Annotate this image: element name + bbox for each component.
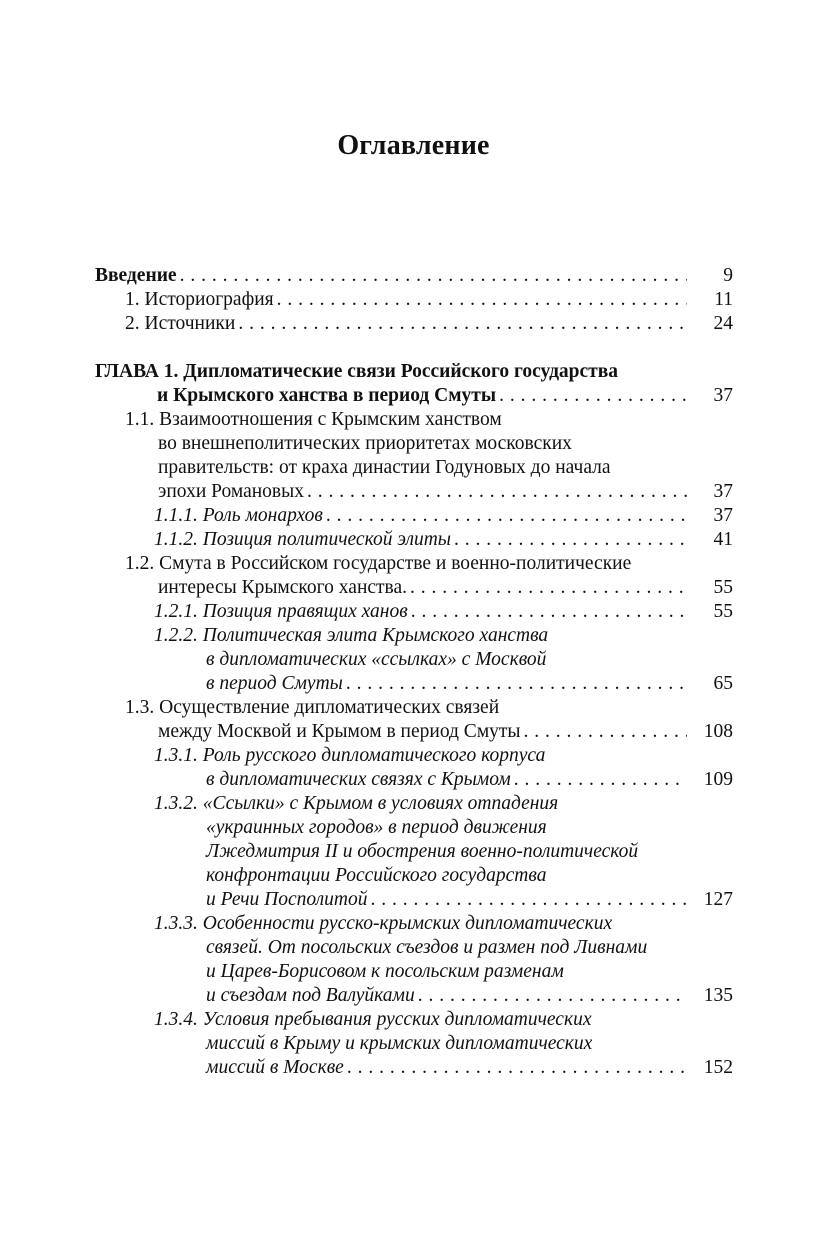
toc-entry-title-cont: эпохи Романовых [158, 481, 304, 502]
toc-entry-title-cont: правительств: от краха династии Годуновых до начала [158, 457, 611, 478]
toc-entry-title-cont: «украинных городов» в период движения [206, 817, 547, 838]
toc-entry-1-1-2 [95, 528, 733, 552]
toc-entry-1-2 [95, 552, 733, 600]
toc-entry-title-cont: во внешнеполитических приоритетах московских [158, 433, 572, 454]
toc-entry-title-cont: и съездам под Валуйками [206, 985, 415, 1006]
dot-leader [514, 768, 687, 792]
toc-entry-title-cont: интересы Крымского ханства. [158, 577, 408, 598]
toc-page-number: 152 [703, 1057, 733, 1078]
toc-entry-chapter-1 [95, 360, 733, 408]
toc-entry-title-cont: конфронтации Российского государства [206, 865, 547, 886]
toc-entry-title-cont: и Речи Посполитой [206, 889, 368, 910]
toc-entry-title: 1. Историография [125, 289, 274, 310]
dot-leader [180, 264, 687, 288]
table-of-contents [95, 264, 733, 1080]
toc-page-number: 135 [703, 985, 733, 1006]
toc-entry-title: 1.2.2. Политическая элита Крымского ханства [154, 625, 549, 646]
toc-entry-title-cont: миссий в Москве [206, 1057, 344, 1078]
toc-entry-sources [95, 312, 733, 336]
toc-page-number: 108 [703, 721, 733, 742]
toc-entry-1-3 [95, 696, 733, 744]
toc-page-number: 109 [703, 769, 733, 790]
toc-entry-title-cont: в дипломатических «ссылках» с Москвой [206, 649, 547, 670]
toc-entry-1-2-1 [95, 600, 733, 624]
toc-entry-title-cont: и Крымского ханства в период Смуты [157, 385, 497, 406]
toc-entry-title-cont: в период Смуты [206, 673, 343, 694]
toc-entry-title: 1.3.2. «Ссылки» с Крымом в условиях отпадения [154, 793, 559, 814]
toc-entry-1-1-1 [95, 504, 733, 528]
toc-page-number: 65 [713, 673, 733, 694]
dot-leader [454, 528, 687, 552]
toc-page-number: 9 [723, 265, 733, 286]
toc-entry-1-3-1 [95, 744, 733, 792]
toc-entry-title: 1.3.1. Роль русского дипломатического корпуса [154, 745, 546, 766]
toc-entry-title: 2. Источники [125, 313, 236, 334]
page-title: Оглавление [337, 130, 490, 161]
toc-entry-title: Введение [95, 265, 177, 286]
toc-entry-title: 1.1. Взаимоотношения с Крымским ханством [125, 409, 502, 430]
toc-entry-title: 1.2.1. Позиция правящих ханов [154, 601, 408, 622]
toc-entry-title-cont: миссий в Крыму и крымских дипломатических [206, 1033, 593, 1054]
toc-entry-title: 1.3. Осуществление дипломатических связей [125, 697, 500, 718]
spacer [95, 336, 733, 360]
toc-page-number: 55 [713, 601, 733, 622]
toc-entry-title-cont: в дипломатических связях с Крымом [206, 769, 511, 790]
toc-entry-title-cont: Лжедмитрия II и обострения военно-политической [206, 841, 639, 862]
toc-page-number: 11 [714, 289, 733, 310]
toc-page-number: 37 [713, 385, 733, 406]
dot-leader [371, 888, 688, 912]
dot-leader [347, 1056, 687, 1080]
dot-leader [418, 984, 687, 1008]
toc-entry-title: 1.1.2. Позиция политической элиты [154, 529, 451, 550]
dot-leader [238, 312, 687, 336]
toc-entry-introduction [95, 264, 733, 288]
toc-entry-title-cont: и Царев-Борисовом к посольским разменам [206, 961, 564, 982]
toc-page-number: 24 [713, 313, 733, 334]
toc-entry-1-1 [95, 408, 733, 504]
dot-leader [410, 576, 687, 600]
toc-entry-1-3-2 [95, 792, 733, 912]
toc-entry-title: 1.3.4. Условия пребывания русских дипломатических [154, 1009, 592, 1030]
toc-page-number: 41 [713, 529, 733, 550]
toc-entry-title: 1.3.3. Особенности русско-крымских дипломатических [154, 913, 613, 934]
dot-leader [277, 288, 687, 312]
toc-entry-historiography [95, 288, 733, 312]
toc-entry-title-cont: между Москвой и Крымом в период Смуты [158, 721, 521, 742]
toc-page-number: 37 [713, 481, 733, 502]
toc-entry-title-cont: связей. От посольских съездов и размен под Ливнами [206, 937, 648, 958]
dot-leader [499, 384, 687, 408]
toc-page-number: 37 [713, 505, 733, 526]
toc-page-number: 127 [703, 889, 733, 910]
dot-leader [524, 720, 687, 744]
dot-leader [326, 504, 687, 528]
toc-entry-1-3-3 [95, 912, 733, 1008]
dot-leader [307, 480, 687, 504]
dot-leader [346, 672, 687, 696]
toc-entry-1-3-4 [95, 1008, 733, 1080]
toc-entry-title: 1.1.1. Роль монархов [154, 505, 323, 526]
toc-page-number: 55 [713, 577, 733, 598]
toc-entry-title: ГЛАВА 1. Дипломатические связи Российского государства [95, 361, 619, 382]
dot-leader [411, 600, 687, 624]
toc-entry-1-2-2 [95, 624, 733, 696]
toc-entry-title: 1.2. Смута в Российском государстве и военно-политические [125, 553, 632, 574]
